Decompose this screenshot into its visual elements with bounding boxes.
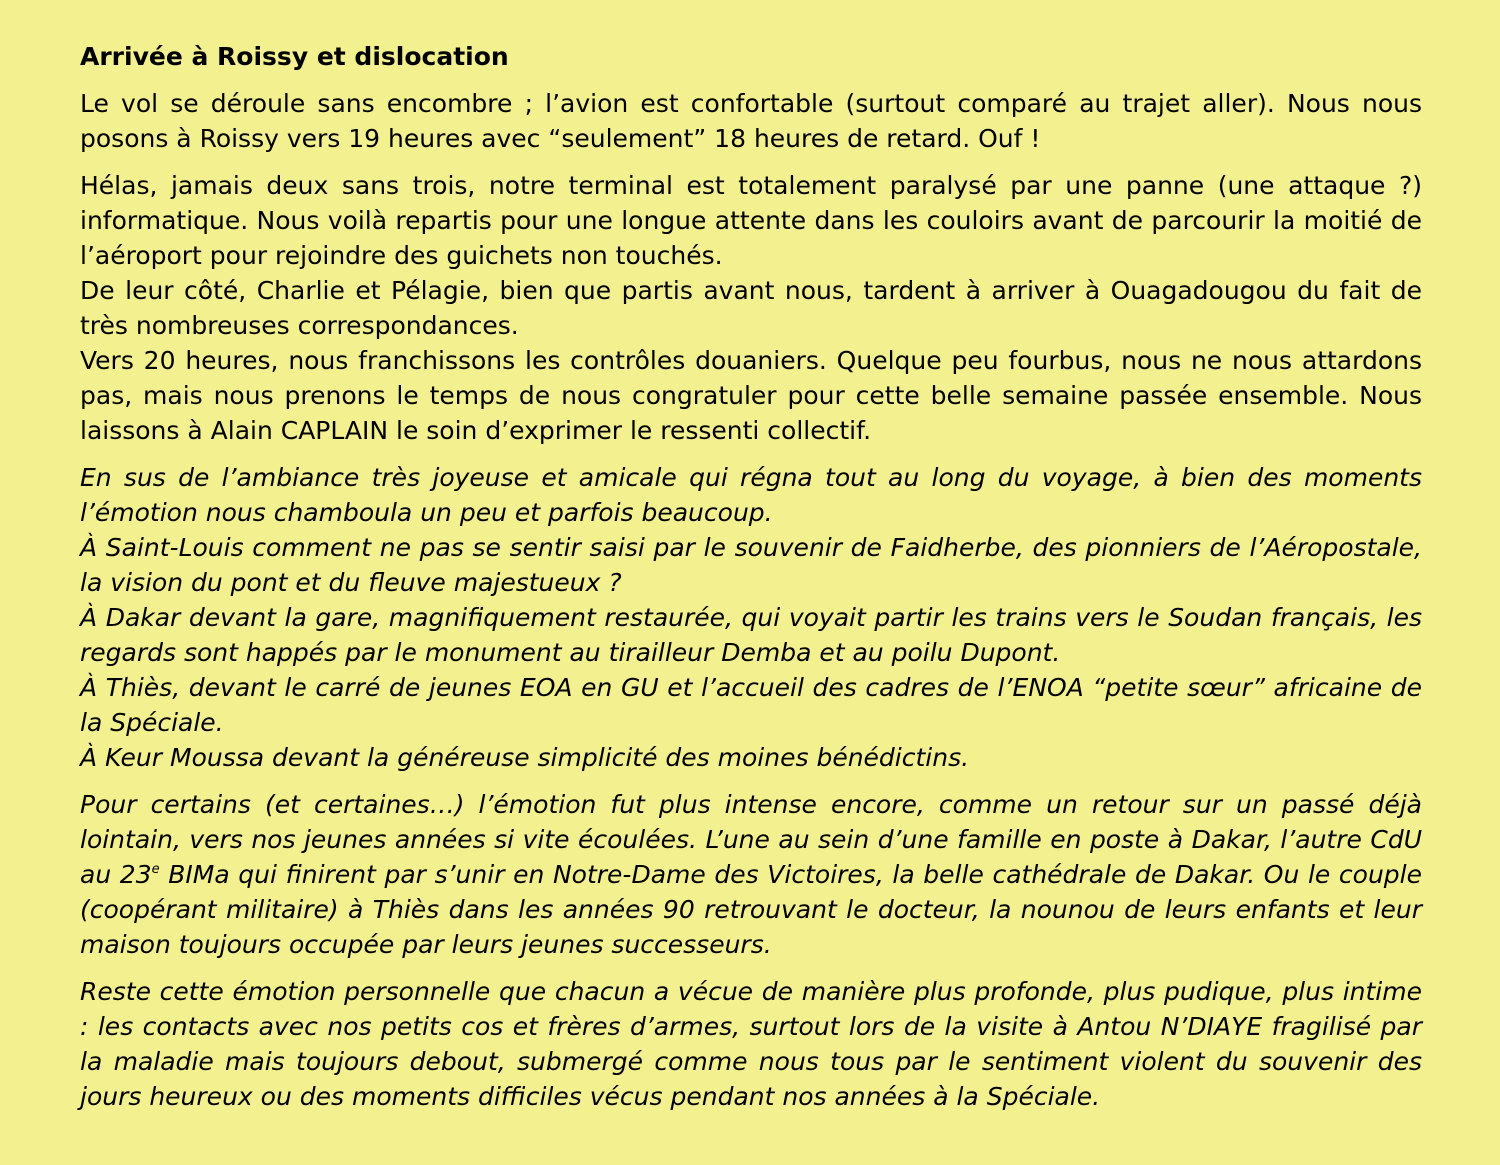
- superscript: e: [151, 862, 160, 877]
- paragraph: À Thiès, devant le carré de jeunes EOA en GU et l’accueil des cadres de l’ENOA “petite sœur” africaine de la Spéciale.: [80, 673, 1422, 737]
- paragraph: Vers 20 heures, nous franchissons les contrôles douaniers. Quelque peu fourbus, nous ne nous attardons pas, mais nous prenons le temps de nous congratuler pour cette belle semaine passée ensemble. Nous laissons à Alain CAPLAIN le soin d’exprimer le ressenti collectif.: [80, 346, 1422, 445]
- paragraph: Reste cette émotion personnelle que chacun a vécue de manière plus profonde, plus pudique, plus intime : les contacts avec nos petits cos et frères d’armes, surtout lors de la visite à Antou N’DIAYE fragilisé par la maladie mais toujours debout, submergé comme nous tous par le sentiment violent du souvenir des jours heureux ou des moments difficiles vécus pendant nos années à la Spéciale.: [80, 977, 1422, 1111]
- paragraph: À Keur Moussa devant la généreuse simplicité des moines bénédictins.: [80, 743, 970, 772]
- text-fragment: Pour certains (et certaines…) l’émotion fut plus intense encore, comme un retour sur un passé déjà lointain, vers nos jeunes années si vite écoulées. L’une au sein d’une famille en poste à Dakar, l’autre CdU au 23: [80, 790, 1422, 889]
- section-personal: [80, 974, 1422, 1114]
- paragraph: À Dakar devant la gare, magnifiquement restaurée, qui voyait partir les trains vers le Soudan français, les regards sont happés par le monument au tirailleur Demba et au poilu Dupont.: [80, 603, 1422, 667]
- section-intense: [80, 787, 1422, 962]
- section-emotion: [80, 460, 1422, 775]
- paragraph: Hélas, jamais deux sans trois, notre terminal est totalement paralysé par une panne (une attaque ?) informatique. Nous voilà repartis pour une longue attente dans les couloirs avant de parcourir la moitié de l’aéroport pour rejoindre des guichets non touchés.: [80, 171, 1422, 270]
- paragraph: En sus de l’ambiance très joyeuse et amicale qui régna tout au long du voyage, à bien des moments l’émotion nous chamboula un peu et parfois beaucoup.: [80, 463, 1422, 527]
- page-title: Arrivée à Roissy et dislocation: [80, 42, 509, 71]
- paragraph: [80, 787, 1422, 962]
- paragraph: Le vol se déroule sans encombre ; l’avion est confortable (surtout comparé au trajet aller). Nous nous posons à Roissy vers 19 heures avec “seulement” 18 heures de retard. Ouf !: [80, 89, 1422, 153]
- section-arrival: [80, 86, 1422, 156]
- paragraph: De leur côté, Charlie et Pélagie, bien que partis avant nous, tardent à arriver à Ouagadougou du fait de très nombreuses correspondances.: [80, 276, 1422, 340]
- paragraph: À Saint-Louis comment ne pas se sentir saisi par le souvenir de Faidherbe, des pionniers de l’Aéropostale, la vision du pont et du fleuve majestueux ?: [80, 533, 1422, 597]
- section-terminal: [80, 168, 1422, 448]
- text-fragment: BIMa qui finirent par s’unir en Notre-Dame des Victoires, la belle cathédrale de Dakar. Ou le couple (coopérant militaire) à Thiès dans les années 90 retrouvant le docteur, la nounou de leurs enfants et leur maison toujours occupée par leurs jeunes successeurs.: [80, 860, 1422, 959]
